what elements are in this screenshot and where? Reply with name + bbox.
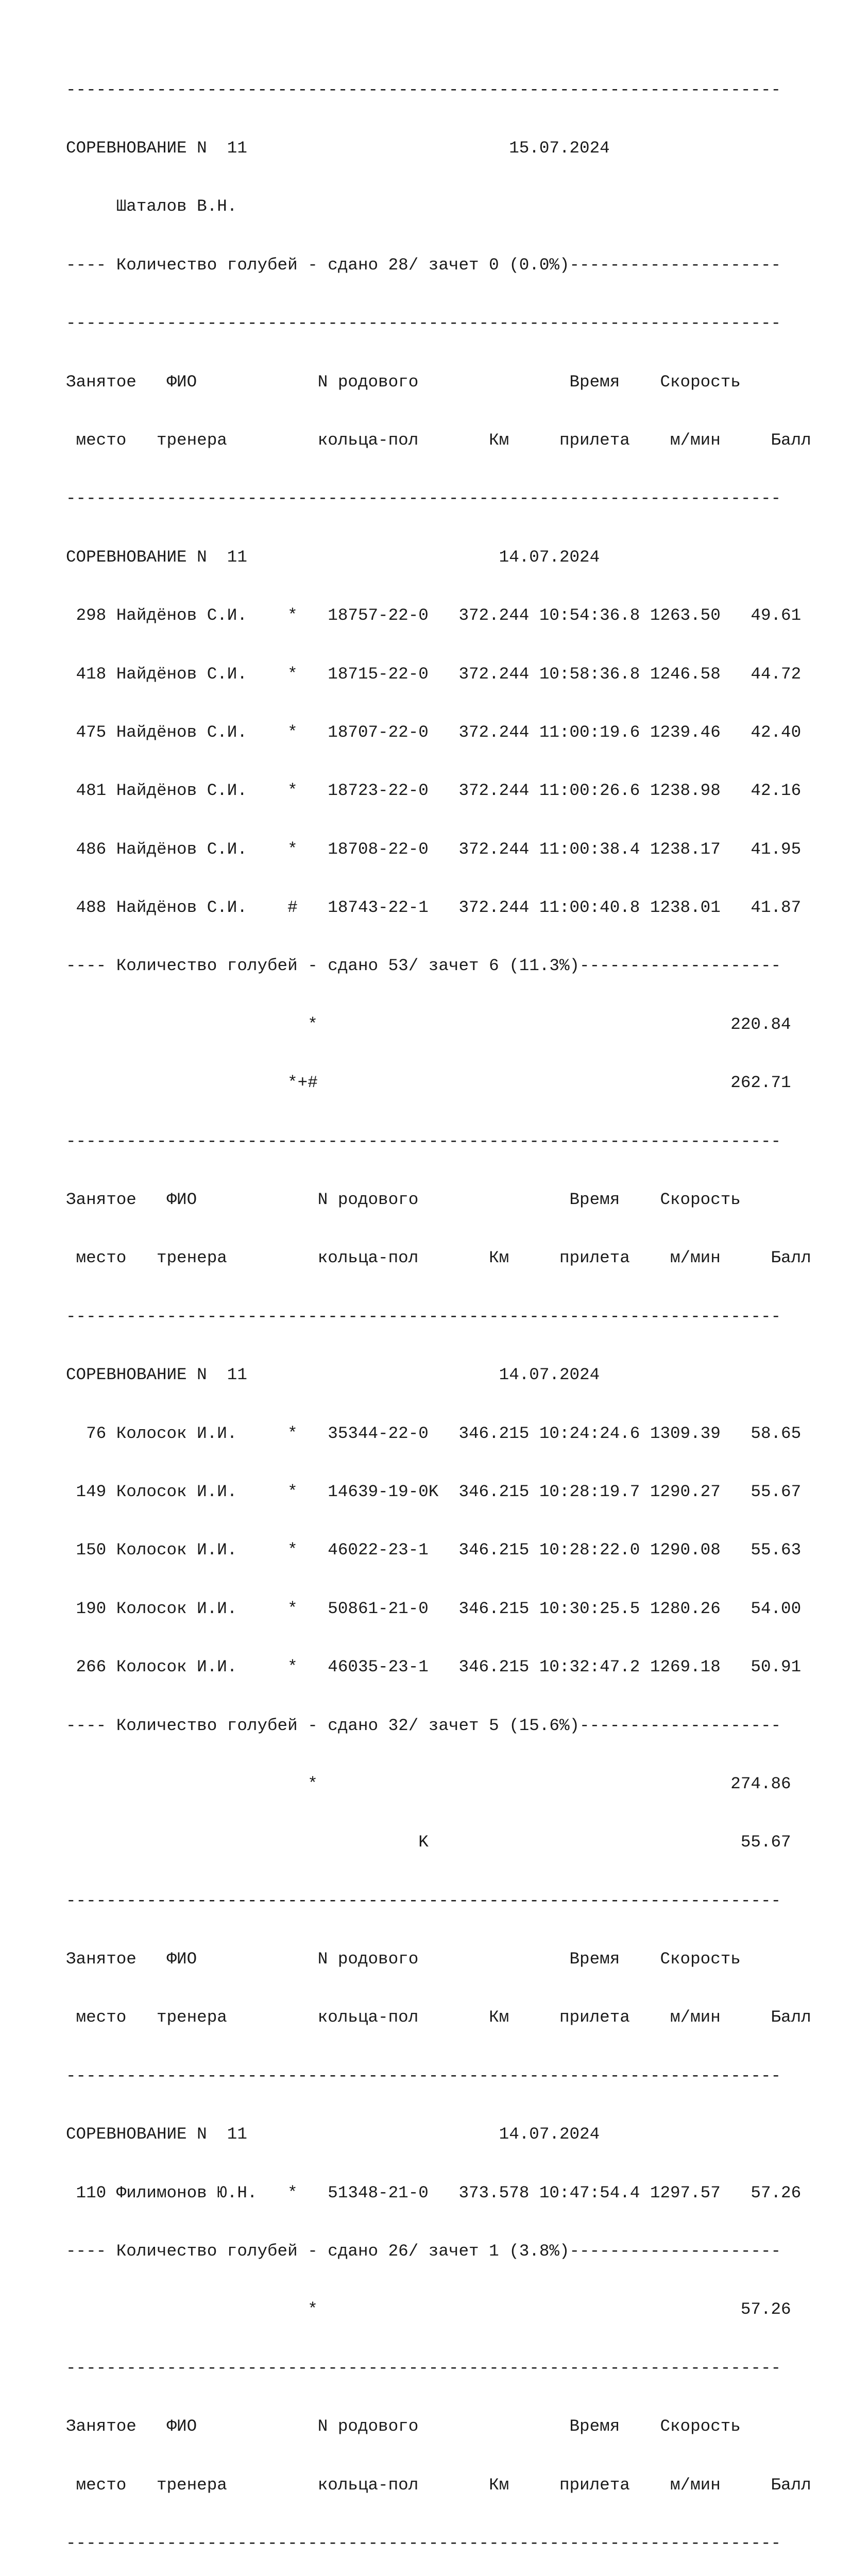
pigeon-count-summary: ---- Количество голубей - сдано 28/ зачет 0 (0.0%)--------------------- xyxy=(66,255,781,275)
separator-line: ----------------------------------------------------------------------- xyxy=(66,1891,781,1910)
separator-line: ----------------------------------------------------------------------- xyxy=(66,2358,781,2378)
competition-header: СОРЕВНОВАНИЕ N 11 14.07.2024 xyxy=(66,547,600,567)
score-total: *+# 262.71 xyxy=(66,1073,791,1093)
column-header-row-2: место тренера кольца-пол Км прилета м/мин Балл xyxy=(66,2475,811,2495)
result-row: 298 Найдёнов С.И. * 18757-22-0 372.244 10:54:36.8 1263.50 49.61 xyxy=(66,606,802,625)
pigeon-count-summary: ---- Количество голубей - сдано 26/ зачет 1 (3.8%)--------------------- xyxy=(66,2242,781,2261)
result-row: 266 Колосок И.И. * 46035-23-1 346.215 10:32:47.2 1269.18 50.91 xyxy=(66,1657,802,1677)
result-row: 190 Колосок И.И. * 50861-21-0 346.215 10:30:25.5 1280.26 54.00 xyxy=(66,1599,802,1618)
result-row: 475 Найдёнов С.И. * 18707-22-0 372.244 11:00:19.6 1239.46 42.40 xyxy=(66,722,802,742)
column-header-row-1: Занятое ФИО N родового Время Скорость xyxy=(66,1190,741,1210)
pigeon-count-summary: ---- Количество голубей - сдано 32/ зачет 5 (15.6%)-------------------- xyxy=(66,1716,781,1735)
competition-header: СОРЕВНОВАНИЕ N 11 14.07.2024 xyxy=(66,1365,600,1385)
results-printout xyxy=(66,41,811,2576)
column-header-row-2: место тренера кольца-пол Км прилета м/мин Балл xyxy=(66,2008,811,2027)
score-total: * 220.84 xyxy=(66,1014,791,1034)
separator-line: ----------------------------------------------------------------------- xyxy=(66,1131,781,1151)
competition-header: СОРЕВНОВАНИЕ N 11 15.07.2024 xyxy=(66,138,610,158)
score-total: K 55.67 xyxy=(66,1833,791,1852)
column-header-row-2: место тренера кольца-пол Км прилета м/мин Балл xyxy=(66,1248,811,1268)
separator-line: ----------------------------------------------------------------------- xyxy=(66,314,781,333)
separator-line: ----------------------------------------------------------------------- xyxy=(66,489,781,509)
result-row: 110 Филимонов Ю.Н. * 51348-21-0 373.578 10:47:54.4 1297.57 57.26 xyxy=(66,2183,802,2202)
result-row: 481 Найдёнов С.И. * 18723-22-0 372.244 11:00:26.6 1238.98 42.16 xyxy=(66,781,802,801)
separator-line: ----------------------------------------------------------------------- xyxy=(66,80,781,99)
column-header-row-1: Занятое ФИО N родового Время Скорость xyxy=(66,1950,741,1969)
column-header-row-1: Занятое ФИО N родового Время Скорость xyxy=(66,2417,741,2436)
column-header-row-2: место тренера кольца-пол Км прилета м/мин Балл xyxy=(66,430,811,450)
result-row: 486 Найдёнов С.И. * 18708-22-0 372.244 11:00:38.4 1238.17 41.95 xyxy=(66,839,802,859)
separator-line: ----------------------------------------------------------------------- xyxy=(66,2534,781,2553)
result-row: 149 Колосок И.И. * 14639-19-0K 346.215 10:28:19.7 1290.27 55.67 xyxy=(66,1482,802,1501)
separator-line: ----------------------------------------------------------------------- xyxy=(66,2066,781,2086)
result-row: 150 Колосок И.И. * 46022-23-1 346.215 10:28:22.0 1290.08 55.63 xyxy=(66,1540,802,1560)
result-row: 488 Найдёнов С.И. # 18743-22-1 372.244 11:00:40.8 1238.01 41.87 xyxy=(66,898,802,918)
competition-header: СОРЕВНОВАНИЕ N 11 14.07.2024 xyxy=(66,2125,600,2144)
separator-line: ----------------------------------------------------------------------- xyxy=(66,1307,781,1326)
score-total: * 57.26 xyxy=(66,2300,791,2319)
pigeon-count-summary: ---- Количество голубей - сдано 53/ зачет 6 (11.3%)-------------------- xyxy=(66,956,781,976)
result-row: 418 Найдёнов С.И. * 18715-22-0 372.244 10:58:36.8 1246.58 44.72 xyxy=(66,664,802,684)
column-header-row-1: Занятое ФИО N родового Время Скорость xyxy=(66,372,741,392)
owner-name: Шаталов В.Н. xyxy=(66,197,237,216)
score-total: * 274.86 xyxy=(66,1774,791,1793)
result-row: 76 Колосок И.И. * 35344-22-0 346.215 10:24:24.6 1309.39 58.65 xyxy=(66,1423,802,1443)
